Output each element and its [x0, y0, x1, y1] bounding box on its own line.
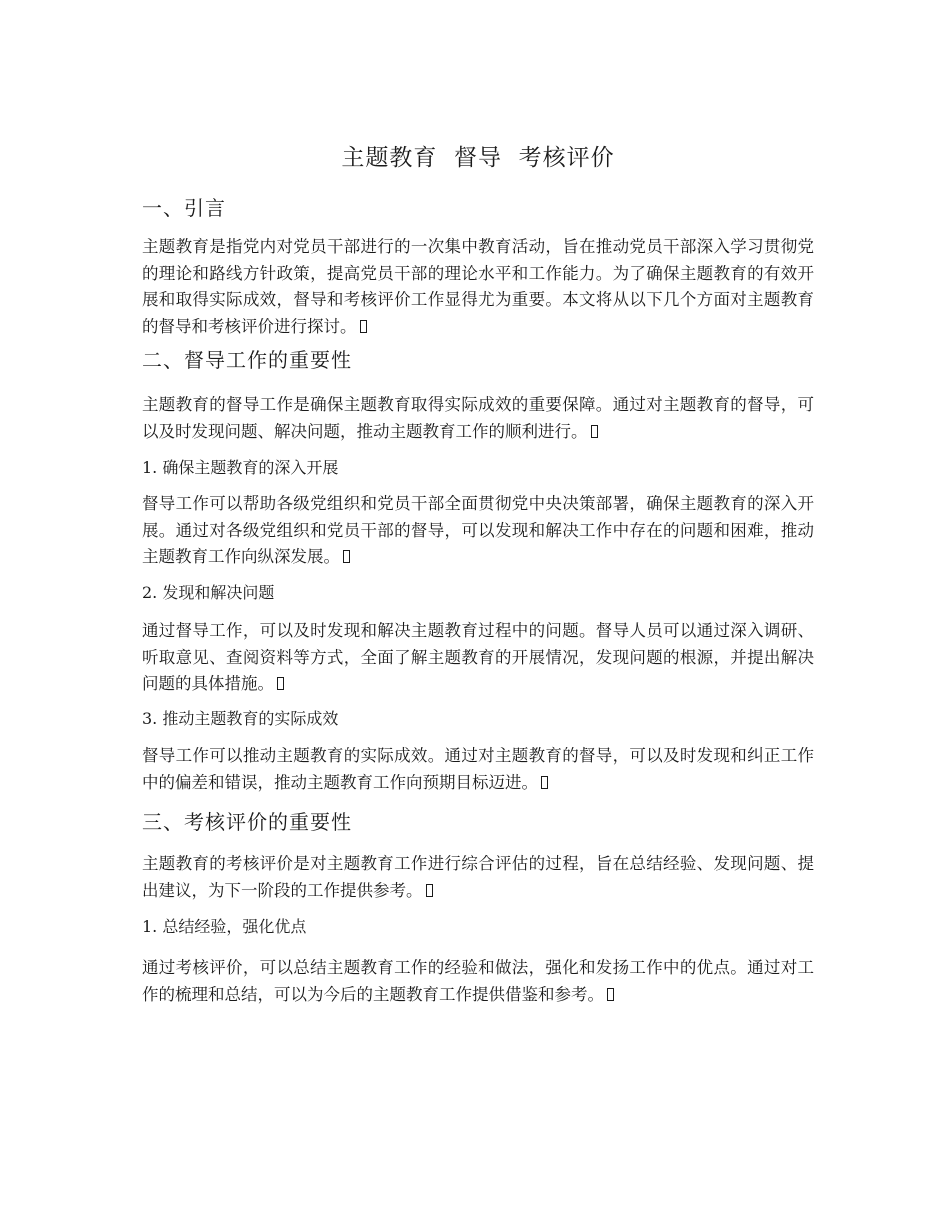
paragraph-supervision-3: 督导工作可以推动主题教育的实际成效。通过对主题教育的督导，可以及时发现和纠正工作中的偏差和错误，推动主题教育工作向预期目标迈进。	[142, 746, 814, 792]
subheading-supervision-1: 1. 确保主题教育的深入开展	[142, 458, 339, 477]
paragraph-end-mark	[541, 776, 548, 789]
section-heading-intro: 一、引言	[142, 196, 226, 220]
paragraph-end-mark	[591, 425, 598, 438]
paragraph-supervision: 主题教育的督导工作是确保主题教育取得实际成效的重要保障。通过对主题教育的督导，可以及时发现问题、解决问题，推动主题教育工作的顺利进行。	[142, 395, 814, 441]
subheading-supervision-2: 2. 发现和解决问题	[142, 583, 275, 602]
paragraph-supervision-2: 通过督导工作，可以及时发现和解决主题教育过程中的问题。督导人员可以通过深入调研、听取意见、查阅资料等方式，全面了解主题教育的开展情况，发现问题的根源，并提出解决问题的具体措施。	[142, 621, 814, 693]
section-heading-evaluation: 三、考核评价的重要性	[142, 810, 352, 834]
section-heading-supervision: 二、督导工作的重要性	[142, 348, 352, 372]
paragraph-end-mark	[277, 677, 284, 690]
paragraph-end-mark	[343, 550, 350, 563]
subheading-supervision-3: 3. 推动主题教育的实际成效	[142, 709, 339, 728]
paragraph-intro: 主题教育是指党内对党员干部进行的一次集中教育活动，旨在推动党员干部深入学习贯彻党的理论和路线方针政策，提高党员干部的理论水平和工作能力。为了确保主题教育的有效开展和取得实际成效，督导和考核评价工作显得尤为重要。本文将从以下几个方面对主题教育的督导和考核评价进行探讨。	[142, 237, 814, 336]
paragraph-evaluation-1: 通过考核评价，可以总结主题教育工作的经验和做法，强化和发扬工作中的优点。通过对工作的梳理和总结，可以为今后的主题教育工作提供借鉴和参考。	[142, 958, 814, 1004]
paragraph-evaluation: 主题教育的考核评价是对主题教育工作进行综合评估的过程，旨在总结经验、发现问题、提出建议，为下一阶段的工作提供参考。	[142, 854, 814, 900]
subheading-evaluation-1: 1. 总结经验，强化优点	[142, 917, 307, 936]
paragraph-supervision-1: 督导工作可以帮助各级党组织和党员干部全面贯彻党中央决策部署，确保主题教育的深入开展。通过对各级党组织和党员干部的督导，可以发现和解决工作中存在的问题和困难，推动主题教育工作向纵深发展。	[142, 494, 814, 566]
document-title: 主题教育 督导 考核评价	[341, 145, 615, 171]
paragraph-end-mark	[607, 988, 614, 1001]
paragraph-end-mark	[426, 884, 433, 897]
paragraph-end-mark	[360, 320, 367, 333]
